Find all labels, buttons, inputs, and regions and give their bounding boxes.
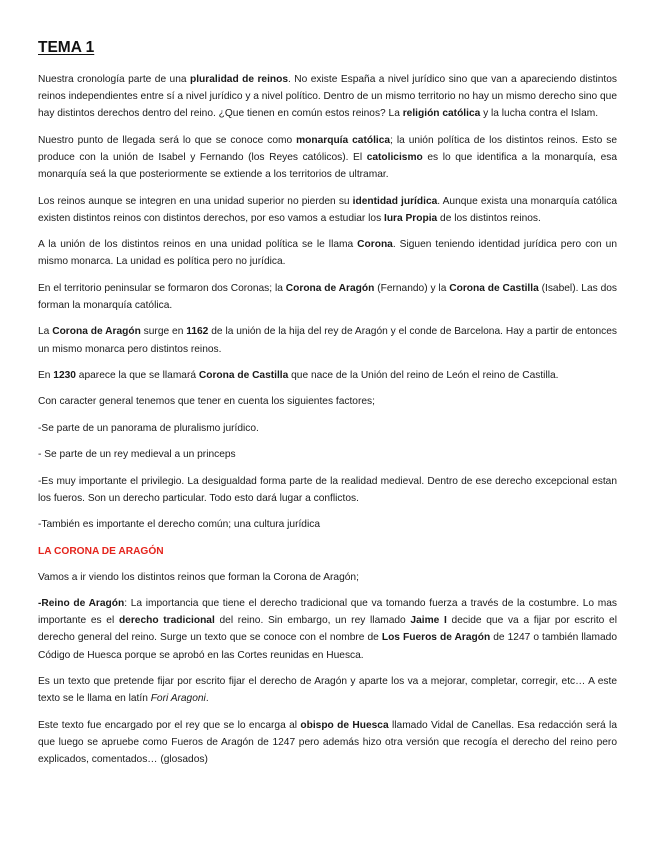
paragraph <box>38 323 617 357</box>
text-run: de los distintos reinos. <box>437 212 541 224</box>
paragraph <box>38 446 617 463</box>
section-heading: LA CORONA DE ARAGÓN <box>38 545 164 557</box>
paragraph <box>38 193 617 227</box>
paragraph <box>38 595 617 664</box>
text-run: surge en <box>140 326 187 338</box>
aragon-section <box>38 569 617 769</box>
bold-text: obispo de Huesca <box>300 719 389 731</box>
bold-text: Los Fueros de Aragón <box>381 632 491 644</box>
bold-text: religión católica <box>402 108 481 120</box>
bold-text: derecho tradicional <box>118 615 215 627</box>
intro-section <box>38 71 617 533</box>
bold-text: 1162 <box>186 326 209 338</box>
text-run: Vamos a ir viendo los distintos reinos que forman la Corona de Aragón; <box>38 571 359 583</box>
italic-text: Fori Aragoni <box>150 693 206 705</box>
text-run: Los reinos aunque se integren en una unidad superior no pierden su <box>38 195 353 207</box>
text-run: . No existe España a nivel jurídico sino que van a apareciendo distintos reinos independientes entre sí a nivel jurídico y a nivel político. Dentro de un mismo territorio no hay un mismo derecho sino que hay distintos derechos dentro del reino. ¿Que tienen en común estos reinos? La <box>38 74 618 120</box>
paragraph <box>38 516 617 533</box>
text-run: del reino. Sin embargo, un rey llamado <box>214 615 411 627</box>
paragraph <box>38 71 617 123</box>
text-run: Es un texto que pretende fijar por escrito fijar el derecho de Aragón y aparte los va a mejorar, completar, corregir, etc… A este texto se le llama en latín <box>38 675 617 705</box>
text-run: ; la unión política de los distintos reinos. Esto se produce con la unión de Isabel y Fernando (los Reyes católicos). El <box>38 134 617 163</box>
bold-text: Jaime I <box>410 615 447 627</box>
bold-text: pluralidad de reinos <box>190 74 289 85</box>
paragraph <box>38 132 617 184</box>
bold-text: catolicismo <box>366 152 423 163</box>
text-run: . <box>205 693 209 705</box>
text-run: -También es importante el derecho común; una cultura jurídica <box>38 519 321 531</box>
paragraph <box>38 367 617 384</box>
paragraph <box>38 569 617 586</box>
text-run: En el territorio peninsular se formaron dos Coronas; la <box>38 282 286 294</box>
text-run: (Fernando) y la <box>374 282 450 294</box>
document-page <box>38 38 617 777</box>
text-run: de la unión de la hija del rey de Aragón y el conde de Barcelona. Hay a partir de entonces un mismo monarca pero distintos reinos. <box>38 326 618 355</box>
text-run: que nace de la Unión del reino de León el reino de Castilla. <box>288 369 559 381</box>
text-run: llamado Vidal de Canellas. Esa redacción será la que luego se apruebe como Fueros de Aragón de 1247 pero además hizo otra versión que recogía el derecho del reino pero explicados, comentados… (glosados) <box>38 719 617 765</box>
bold-text: monarquía católica <box>296 134 391 146</box>
paragraph <box>38 236 617 270</box>
text-run: - Se parte de un rey medieval a un princeps <box>38 449 236 461</box>
text-run: es lo que identifica a la monarquía, esa monarquía seá la que posteriormente se extiende a los territorios de ultramar. <box>38 152 617 181</box>
text-run: . Siguen teniendo identidad jurídica pero con un mismo monarca. La unidad es política pero no jurídica. <box>38 239 617 268</box>
paragraph <box>38 717 617 769</box>
text-run: decide que va a fijar por escrito el derecho general del reino. Surge un texto que se conoce con el nombre de <box>38 615 617 644</box>
text-run: -Se parte de un panorama de pluralismo jurídico. <box>38 422 259 434</box>
paragraph <box>38 673 617 707</box>
text-run: Con caracter general tenemos que tener en cuenta los siguientes factores; <box>38 396 375 408</box>
text-run: Nuestra cronología parte de una <box>38 74 190 85</box>
text-run: . Aunque exista una monarquía católica existen distintos reinos con distintos derechos, por eso vamos a estudiar los <box>38 195 617 224</box>
paragraph <box>38 420 617 437</box>
text-run: A la unión de los distintos reinos en una unidad política se le llama <box>38 239 358 251</box>
text-run: -Es muy importante el privilegio. La desigualdad forma parte de la realidad medieval. Dentro de ese derecho excepcional estan los fueros. Son un derecho particular. Todo esto dará lugar a conflictos. <box>38 475 617 504</box>
text-run: (Isabel). Las dos forman la monarquía católica. <box>38 282 617 311</box>
bold-text: identidad jurídica <box>352 195 438 207</box>
bold-text: Corona <box>357 239 393 251</box>
text-run: : La importancia que tiene el derecho tradicional que va tomando fuerza a través de la costumbre. Lo mas importante es el <box>38 597 617 627</box>
paragraph <box>38 280 617 314</box>
text-run: de 1247 o también llamado Código de Huesca porque se aprobó en las Cortes reunidas en Huesca. <box>38 632 617 661</box>
page-title: TEMA 1 <box>38 39 95 56</box>
bold-text: Corona de Castilla <box>449 282 539 294</box>
bold-text: Corona de Castilla <box>198 369 289 381</box>
bold-text: Corona de Aragón <box>52 326 141 338</box>
bold-text: Corona de Aragón <box>285 282 375 294</box>
text-run: La <box>38 326 53 338</box>
text-run: aparece la que se llamará <box>75 369 199 381</box>
text-run: y la lucha contra el Islam. <box>480 108 599 120</box>
paragraph <box>38 393 617 410</box>
bold-text: 1230 <box>53 369 76 381</box>
text-run: Este texto fue encargado por el rey que se lo encarga al <box>38 719 301 731</box>
bold-text: -Reino de Aragón <box>38 597 125 609</box>
paragraph <box>38 473 617 507</box>
text-run: Nuestro punto de llegada será lo que se conoce como <box>38 134 297 146</box>
text-run: En <box>38 369 54 381</box>
bold-text: Iura Propia <box>384 212 438 224</box>
